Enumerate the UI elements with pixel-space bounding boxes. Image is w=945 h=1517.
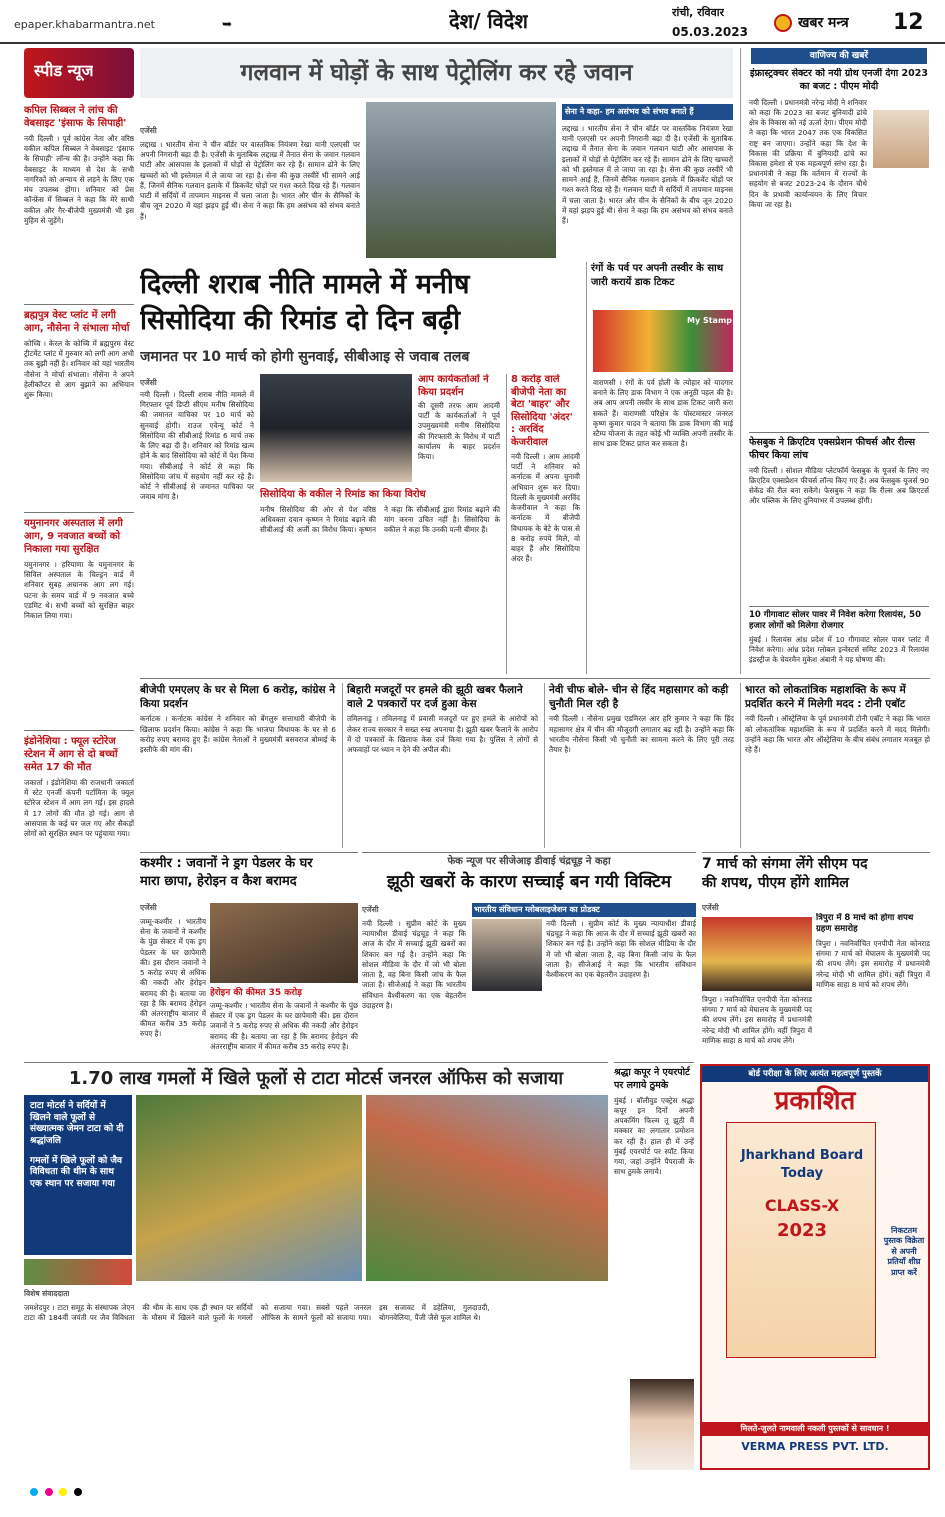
- color-mark-icon: [30, 1488, 38, 1496]
- section-title: देश/ विदेश: [449, 9, 529, 33]
- modi-photo: [873, 110, 929, 168]
- tata-bullet-2: गमलों में खिले फूलों को जैव विविधता की थीम के साथ एक स्थान पर सजाया गया: [30, 1155, 123, 1190]
- fake-news-caption: भारतीय संविधान ग्लोबलाइजेशन का प्रोडक्ट: [472, 903, 696, 917]
- galwan-caption: सेना ने कहा- हम असंभव को संभव बनाते हैं: [562, 104, 733, 120]
- row3-story-2-title: बिहारी मजदूरों पर हमले की झूठी खबर फैलाने वाले 2 पत्रकारों पर दर्ज हुआ केस: [347, 684, 523, 711]
- ad-footer: मिलते-जुलते नामवाली नकली पुस्तकों से सावधान !: [702, 1422, 928, 1436]
- brand-logo-icon: [774, 14, 792, 32]
- speed-news-label: स्पीड न्यूज: [34, 61, 94, 80]
- commerce-item-3-title: 10 गीगावाट सोलर पावर में निवेश करेगा रिलायंस, 50 हजार लोगों को मिलेगा रोजगार: [749, 610, 921, 632]
- sisodia-sidebar-title: आप कार्यकर्ताओं ने किया प्रदर्शन: [418, 374, 489, 398]
- tata-story[interactable]: [24, 1062, 608, 1470]
- fake-news-body: नयी दिल्ली । सुप्रीम कोर्ट के मुख्य न्यायाधीश डीवाई चंद्रचूड़ ने कहा कि आज के दौर में सच्चाई झूठी खबरों का शिकार बन गई है। उन्होंने कहा कि सोशल मीडिया के दौर में जो भी बोला जाता है, वह बिना किसी जांच के फैल जाता है। सीजेआई ने कहा कि भारतीय संविधान वैश्वीकरण का एक बेहतरीन उदाहरण है।: [362, 919, 466, 1010]
- commerce-label: वाणिज्य की खबरें: [751, 48, 927, 64]
- speed-item-4-title: इंडोनेशिया : फ्यूल स्टोरेज स्टेशन में आग से दो बच्चों समेत 17 की मौत: [24, 736, 118, 773]
- brand-name: खबर मन्त्र: [798, 15, 849, 31]
- kashmir-byline: एजेंसी: [140, 903, 157, 912]
- ad-brand: प्रकाशित: [774, 1086, 856, 1116]
- fake-news-byline: एजेंसी: [362, 905, 379, 914]
- kejriwal-title: 8 करोड़ वाले बीजेपी नेता का बेटा 'बाहर' और सिसोदिया 'अंदर' : अरविंद केजरीवाल: [511, 374, 573, 448]
- holi-stamp-title: रंगों के पर्व पर अपनी तस्वीर के साथ जारी करायें डाक टिकट: [591, 263, 724, 288]
- kashmir-headline-1: कश्मीर : जवानों ने ड्रग पेडलर के घर: [140, 856, 313, 871]
- commerce-item-3[interactable]: [749, 606, 929, 674]
- row3-story-1-title: बीजेपी एमएलए के घर से मिला 6 करोड़, कांग्रेस ने किया प्रदर्शन: [140, 684, 336, 711]
- sisodia-lawyer-body: मनीष सिसोदिया की ओर से पेश वरिष्ठ अधिवक्ता दयान कृष्णन ने रिमांड बढ़ाने की सीबीआई की अर्जी का विरोध किया। कृष्णन ने कहा कि सीबीआई द्वारा रिमांड बढ़ाने की मांग करना उचित नहीं है। सिसोदिया के वकील ने कहा कि उनकी पत्नी बीमार हैं।: [260, 504, 500, 534]
- sisodia-story[interactable]: [140, 266, 580, 674]
- color-mark-icon: [45, 1488, 53, 1496]
- masthead: [0, 0, 945, 44]
- commerce-item-3-body: मुंबई । रिलायंस आंध्र प्रदेश में 10 गीगावाट सोलर पावर प्लांट में निवेश करेगा। आंध्र प्रदेश ग्लोबल इन्वेस्टर्स समिट 2023 में रिलायंस इंडस्ट्रीज के चेयरमैन मुकेश अंबानी ने यह घोषणा की।: [749, 634, 929, 665]
- sangma-photo: [702, 917, 812, 991]
- sangma-headline-1: 7 मार्च को संगमा लेंगे सीएम पद: [702, 856, 868, 872]
- holi-stamp-body: वाराणसी । रंगों के पर्व होली के त्योहार को यादगार बनाने के लिए डाक विभाग ने एक अनूठी पहल की है। अब आप अपनी तस्वीर के साथ डाक टिकट जारी करा सकते हैं। वाराणसी परिक्षेत्र के पोस्टमास्टर जनरल कृष्ण कुमार यादव ने बताया कि डाक विभाग की माई स्टैम्प योजना के तहत कोई भी व्यक्ति अपनी तस्वीर के साथ डाक टिकट प्राप्त कर सकता है।: [593, 378, 733, 449]
- kashmir-body-cont: जम्मू-कश्मीर । भारतीय सेना के जवानों ने कश्मीर के पुंछ सेक्टर में एक ड्रग पेडलर के घर छापेमारी की। इस दौरान जवानों ने 5 करोड़ रुपए से अधिक की नकदी और हेरोइन बरामद की है। बताया जा रहा है कि बरामद हेरोइन की अंतरराष्ट्रीय बाजार में कीमत करीब 35 करोड़ रुपए है।: [210, 1001, 358, 1051]
- sangma-headline-2: की शपथ, पीएम होंगे शामिल: [702, 874, 849, 891]
- shraddha-photo: [630, 1379, 694, 1470]
- galwan-headline: गलवान में घोड़ों के साथ पेट्रोलिंग कर रहे जवान: [140, 48, 733, 98]
- tata-photo-1: [136, 1095, 362, 1281]
- speed-item-2[interactable]: [24, 304, 134, 504]
- row3-story-2-body: तमिलनाडु । तमिलनाडु में प्रवासी मजदूरों पर हुए हमले के आरोपों को लेकर राज्य सरकार ने सख्त रुख अपनाया है। झूठी खबर फैलाने के आरोप में दो पत्रकारों के खिलाफ केस दर्ज किया गया है। पुलिस ने लोगों से अफवाहों पर ध्यान न देने की अपील की।: [347, 714, 538, 754]
- kashmir-body: जम्मू-कश्मीर । भारतीय सेना के जवानों ने कश्मीर के पुंछ सेक्टर में एक ड्रग पेडलर के घर छापेमारी की। इस दौरान जवानों ने 5 करोड़ रुपए से अधिक की नकदी और हेरोइन बरामद की है। बताया जा रहा है कि बरामद हेरोइन की अंतरराष्ट्रीय बाजार में कीमत करीब 35 करोड़ रुपए है।: [140, 917, 206, 1039]
- fake-news-kicker: फेक न्यूज पर सीजेआइ डीवाई चंद्रचूड़ ने कहा: [447, 856, 611, 867]
- holi-stamp-photo: [593, 310, 733, 372]
- shraddha-story[interactable]: [614, 1062, 694, 1470]
- sisodia-byline: एजेंसी: [140, 378, 157, 387]
- kashmir-photo: [210, 903, 358, 983]
- sisodia-lawyer: [260, 488, 500, 674]
- sisodia-sidebar: [418, 374, 500, 482]
- ad-book-class: CLASS-X: [764, 1196, 840, 1215]
- holi-stamp-story[interactable]: [586, 262, 734, 674]
- commerce-column: [740, 48, 930, 674]
- kashmir-caption: हेरोइन की कीमत 35 करोड़: [210, 988, 303, 998]
- color-mark-icon: [74, 1488, 82, 1496]
- commerce-item-1[interactable]: [749, 68, 929, 424]
- speed-item-1-title: कपिल सिब्बल ने लांच की वेबसाइट 'इंसाफ के सिपाही': [24, 105, 127, 129]
- row3-story-4[interactable]: [740, 683, 930, 848]
- commerce-item-2-title: फेसबुक ने क्रिएटिव एक्सप्रेशन फीचर्स और रील्स फीचर किया लांच: [749, 437, 916, 461]
- kejriwal-body: नयी दिल्ली । आम आदमी पार्टी ने शनिवार को कर्नाटक में अपना चुनावी अभियान शुरू कर दिया। दिल्ली के मुख्यमंत्री अरविंद केजरीवाल ने कहा कि कर्नाटक में बीजेपी विधायक के बेटे के पास से 8 करोड़ रुपये मिले, वो बाहर हैं और सिसोदिया अंदर हैं।: [511, 452, 580, 564]
- row3-story-1[interactable]: [140, 683, 336, 848]
- tata-body: जमशेदपुर । टाटा समूह के संस्थापक जेएन टाटा की 184वीं जयंती पर जैव विविधता की थीम के साथ एक ही स्थान पर सर्दियों के मौसम में खिलने वाले फूलों के गमलों को सजाया गया। सबसे पहले जनरल ऑफिस के सामने फूलों को सजाया गया। इस सजावट में डहेलिया, गुलदाउदी, बोगनवेलिया, पैंजी जैसे फूल शामिल थे।: [24, 1303, 490, 1323]
- site-url[interactable]: epaper.khabarmantra.net: [14, 18, 155, 31]
- ad-right-text: निकटतम पुस्तक विक्रेता से अपनी प्रतियाँ शीघ्र प्राप्त करें: [883, 1226, 925, 1277]
- ad-book-title: Jharkhand Board Today: [740, 1148, 864, 1181]
- speed-item-3[interactable]: [24, 512, 134, 722]
- row3-story-3-title: नेवी चीफ बोले- चीन से हिंद महासागर को कड़ी चुनौती मिल रही है: [549, 684, 729, 711]
- ad-top: बोर्ड परीक्षा के लिए अत्यंत महत्वपूर्ण पुस्तकें: [702, 1066, 928, 1082]
- commerce-item-1-title: इंफ्रास्ट्रक्चर सेक्टर को नयी ग्रोथ एनर्जी देगा 2023 का बजट : पीएम मोदी: [750, 68, 928, 92]
- kejriwal-box[interactable]: [506, 374, 580, 674]
- kashmir-story[interactable]: [140, 852, 358, 1058]
- book-advertisement[interactable]: [700, 1064, 930, 1470]
- galwan-byline: एजेंसी: [140, 126, 157, 135]
- sisodia-subhead: जमानत पर 10 मार्च को होगी सुनवाई, सीबीआइ से जवाब तलब: [140, 349, 470, 365]
- row3-story-4-title: भारत को लोकतांत्रिक महाशक्ति के रूप में प्रदर्शित करने में मिलेगी मदद : टोनी एबॉट: [745, 684, 906, 711]
- row3-story-1-body: कर्नाटक । कर्नाटक कांग्रेस ने शनिवार को बेंगलुरु सत्ताधारी बीजेपी के खिलाफ प्रदर्शन किया। कांग्रेस ने कहा कि भाजपा विधायक के घर से 6 करोड़ रुपए बरामद हुए हैं। कांग्रेस नेताओं ने मुख्यमंत्री बसवराज बोम्मई के इस्तीफे की मांग की।: [140, 714, 336, 754]
- tata-bullet-1: टाटा मोटर्स ने सर्दियों में खिलने वाले फूलों से संख्यात्मक जेमन टाटा को दी श्रद्धांजलि: [30, 1101, 124, 1147]
- sangma-body: त्रिपुरा । नवनिर्वाचित एनपीपी नेता कोनराड संगमा 7 मार्च को मेघालय के मुख्यमंत्री पद की शपथ लेंगे। इस समारोह में प्रधानमंत्री नरेन्द्र मोदी भी शामिल होंगे। वहीं त्रिपुरा में माणिक साहा 8 मार्च को शपथ लेंगे।: [816, 939, 930, 989]
- cji-photo: [472, 919, 542, 991]
- commerce-item-2-body: नयी दिल्ली । सोशल मीडिया प्लेटफॉर्म फेसबुक के यूजर्स के लिए नए क्रिएटिव एक्सप्रेशन फीचर्स लॉन्च किए गए हैं। अब फेसबुक यूजर्स 90 सेकेंड की रील बना सकेंगे। फेसबुक ने कहा कि रील्स अब क्रिएटर्स और पब्लिक के लिए दुनियाभर में उपलब्ध होंगी।: [749, 465, 929, 506]
- speed-news-column: [24, 48, 134, 1060]
- cursor-icon: ➥: [222, 17, 233, 31]
- commerce-item-2[interactable]: [749, 432, 929, 600]
- place-day: रांची, रविवार: [672, 6, 725, 19]
- sisodia-sidebar-body: की दूसरी तरफ आम आदमी पार्टी के कार्यकर्ताओं ने पूर्व उपमुख्यमंत्री मनीष सिसोदिया की गिरफ्तारी के विरोध में पार्टी कार्यालय के बाहर प्रदर्शन किया।: [418, 401, 500, 462]
- galwan-body-cont: लद्दाख । भारतीय सेना ने चीन बॉर्डर पर वास्तविक नियंत्रण रेखा यानी एलएसी पर अपनी निगरानी बढ़ा दी है। एजेंसी के मुताबिक लद्दाख में तैनात सेना के जवान गलवान घाटी और आसपास के इलाकों में घोड़ों से पेट्रोलिंग कर रहे हैं। सामान ढोने के लिए खच्चरों को भी इस्तेमाल में ले जाया जा रहा है। सेना की कुछ तस्वीरें भी सामने आई हैं, जिनमें सैनिक गलवान इलाके में फ्रिकवेंट घोड़ों पर गश्त करते दिख रहे हैं। गलवान घाटी में सर्दियों में तापमान माइनस में चला जाता है। भारत और चीन के सैनिकों के बीच जून 2020 में यहां झड़प हुई थी। सेना ने कहा कि हम असंभव को संभव बनाते हैं।: [562, 124, 733, 225]
- color-mark-icon: [59, 1488, 67, 1496]
- row3-stories: [140, 678, 930, 848]
- sisodia-headline-2: सिसोदिया की रिमांड दो दिन बढ़ी: [140, 305, 461, 336]
- holi-stamp-label: My Stamp: [687, 316, 733, 325]
- page-number: 12: [893, 10, 924, 35]
- speed-item-4[interactable]: [24, 730, 134, 1060]
- ad-book-year: 2023: [776, 1220, 828, 1241]
- issue-date: 05.03.2023: [672, 25, 748, 39]
- speed-item-1-body: नयी दिल्ली । पूर्व कांग्रेस नेता और वरिष्ठ वकील कपिल सिब्बल ने वेबसाइट 'इंसाफ के सिपाही' लॉन्च की है। उन्होंने कहा कि वेबसाइट के माध्यम से देश के सभी नागरिकों को अन्याय से लड़ने के लिए एक मंच उपलब्ध होगा। शनिवार को प्रेस कॉन्फ्रेंस में सिब्बल ने कहा कि मेरे साथी वकील और गैर-बीजेपी मुख्यमंत्री भी इस मुहिम से जुड़ेंगे।: [24, 134, 134, 225]
- speed-item-2-body: कोच्चि । केरल के कोच्चि में ब्रह्मपुरम वेस्ट ट्रीटमेंट प्लांट में गुरुवार को लगी आग अभी तक बुझी नहीं है। शनिवार को यहां भारतीय नौसेना ने मोर्चा संभाला। नौसेना ने अपने हेलीकॉप्टर से आग बुझाने का अभियान शुरू किया।: [24, 339, 134, 400]
- commerce-item-1-body: नयी दिल्ली । प्रधानमंत्री नरेन्द्र मोदी ने शनिवार को कहा कि 2023 का बजट बुनियादी ढांचे क्षेत्र के विकास को नई ऊर्जा देगा। पीएम मोदी ने कहा कि भारत 2047 तक एक विकसित राष्ट्र बन जाएगा। उन्होंने कहा कि देश के विकास की प्रक्रिया में बुनियादी ढांचे का विकास हमेशा से एक महत्वपूर्ण स्तंभ रहा है। प्रधानमंत्री ने कहा कि वर्तमान में राज्यों के सहयोग से बजट 2023-24 के दौरान चौथे दिन के प्रभावी कार्यान्वयन के लिए विचार किया जा रहा है।: [749, 97, 867, 209]
- sangma-story[interactable]: [702, 852, 930, 1058]
- tata-bullets: [24, 1095, 132, 1255]
- galwan-photo: [366, 102, 556, 258]
- sisodia-headline-1: दिल्ली शराब नीति मामले में मनीष: [140, 269, 470, 300]
- galwan-body: लद्दाख । भारतीय सेना ने चीन बॉर्डर पर वास्तविक नियंत्रण रेखा यानी एलएसी पर अपनी निगरानी बढ़ा दी है। एजेंसी के मुताबिक लद्दाख में तैनात सेना के जवान गलवान घाटी और आसपास के इलाकों में घोड़ों से पेट्रोलिंग कर रहे हैं। सामान ढोने के लिए खच्चरों को भी इस्तेमाल में ले जाया जा रहा है। सेना की कुछ तस्वीरें भी सामने आई हैं, जिनमें सैनिक गलवान इलाके में फ्रिकवेंट घोड़ों पर गश्त करते दिख रहे हैं। गलवान घाटी में सर्दियों में तापमान माइनस में चला जाता है। भारत और चीन के सैनिकों के बीच जून 2020 में यहां झड़प हुई थी। सेना ने कहा कि हम असंभव को संभव बनाते हैं।: [140, 140, 360, 221]
- tata-headline: 1.70 लाख गमलों में खिले फूलों से टाटा मोटर्स जनरल ऑफिस को सजाया: [68, 1068, 564, 1089]
- tata-byline: विशेष संवाददाता: [24, 1289, 70, 1298]
- print-color-marks: [30, 1488, 920, 1502]
- galwan-story[interactable]: [140, 48, 733, 258]
- sangma-sub: त्रिपुरा में 8 मार्च को होगा शपथ ग्रहण समारोह: [816, 913, 914, 935]
- speed-item-4-body: जकार्ता । इंडोनेशिया की राजधानी जकार्ता में स्टेट एनर्जी कंपनी पर्टामिना के फ्यूल स्टोरेज स्टेशन में आग लग गई। इस हादसे में 17 लोगों की मौत हो गई। आग से आसपास के कई घर जल गए और सैकड़ों लोगों को सुरक्षित स्थान पर पहुंचाया गया।: [24, 778, 134, 839]
- sangma-byline: एजेंसी: [702, 903, 719, 912]
- shraddha-body: मुंबई । बॉलीवुड एक्ट्रेस श्रद्धा कपूर इन दिनों अपनी अपकमिंग फिल्म तू झूठी मैं मक्कार का लगातार प्रमोशन कर रही हैं। हाल ही में उन्हें मुंबई एयरपोर्ट पर स्पॉट किया गया, जहां उन्होंने पैपराजी के साथ ठुमके लगाये।: [614, 1095, 694, 1177]
- ad-book-cover: [726, 1122, 876, 1358]
- sisodia-body: नयी दिल्ली । दिल्ली शराब नीति मामले में गिरफ्तार पूर्व डिप्टी सीएम मनीष सिसोदिया की जमानत याचिका पर 10 मार्च को सुनवाई होगी। राउज एवेन्यू कोर्ट ने सिसोदिया की सीबीआई रिमांड 6 मार्च तक के लिए बढ़ा दी है। शनिवार को रिमांड खत्म होने के बाद सिसोदिया को कोर्ट में पेश किया गया। सीबीआई ने कोर्ट से कहा कि सिसोदिया जांच में सहयोग नहीं कर रहे हैं। कोर्ट ने सीबीआई से जमानत याचिका पर जवाब मांगा है।: [140, 390, 254, 502]
- tata-photo-2: [366, 1095, 608, 1281]
- fake-news-headline: झूठी खबरों के कारण सच्चाई बन गयी विक्टिम: [387, 871, 671, 892]
- speed-news-logo: [24, 48, 134, 98]
- speed-item-1[interactable]: [24, 104, 134, 294]
- speed-item-2-title: ब्रह्मपुत्र वेस्ट प्लांट में लगी आग, नौसेना ने संभाला मोर्चा: [24, 310, 130, 334]
- sangma-body-cont: त्रिपुरा । नवनिर्वाचित एनपीपी नेता कोनराड संगमा 7 मार्च को मेघालय के मुख्यमंत्री पद की शपथ लेंगे। इस समारोह में प्रधानमंत्री नरेन्द्र मोदी भी शामिल होंगे। वहीं त्रिपुरा में माणिक साहा 8 मार्च को शपथ लेंगे।: [702, 995, 812, 1045]
- fake-news-body-cont: नयी दिल्ली । सुप्रीम कोर्ट के मुख्य न्यायाधीश डीवाई चंद्रचूड़ ने कहा कि आज के दौर में सच्चाई झूठी खबरों का शिकार बन गई है। उन्होंने कहा कि सोशल मीडिया के दौर में जो भी बोला जाता है, वह बिना किसी जांच के फैल जाता है। सीजेआई ने कहा कि भारतीय संविधान वैश्वीकरण का एक बेहतरीन उदाहरण है।: [546, 919, 696, 980]
- fake-news-story[interactable]: [362, 852, 696, 1058]
- tata-photo-3: [24, 1259, 132, 1285]
- ad-company: VERMA PRESS PVT. LTD.: [741, 1440, 889, 1453]
- sisodia-photo: [260, 374, 412, 482]
- speed-item-3-title: यमुनानगर अस्पताल में लगी आग, 9 नवजात बच्चों को निकाला गया सुरक्षित: [24, 518, 123, 555]
- sisodia-lawyer-title: सिसोदिया के वकील ने रिमांड का किया विरोध: [260, 489, 426, 500]
- row3-story-4-body: नयी दिल्ली । ऑस्ट्रेलिया के पूर्व प्रधानमंत्री टोनी एबॉट ने कहा कि भारत को लोकतांत्रिक महाशक्ति के रूप में प्रदर्शित करने में मदद मिलेगी। उन्होंने कहा कि भारत और ऑस्ट्रेलिया के बीच संबंध लगातार मजबूत हो रहे हैं।: [745, 714, 930, 754]
- speed-item-3-body: यमुनानगर । हरियाणा के यमुनानगर के सिविल अस्पताल के चिल्ड्रन वार्ड में शनिवार सुबह अचानक आग लग गई। घटना के समय वार्ड में 9 नवजात बच्चे एडमिट थे। सभी बच्चों को सुरक्षित बाहर निकाल लिया गया।: [24, 560, 134, 621]
- kashmir-headline-2: मारा छापा, हेरोइन व कैश बरामद: [140, 873, 297, 889]
- row3-story-3-body: नयी दिल्ली । नौसेना प्रमुख एडमिरल आर हरि कुमार ने कहा कि हिंद महासागर क्षेत्र में चीन की मौजूदगी लगातार बढ़ रही है। उन्होंने कहा कि भारतीय नौसेना किसी भी चुनौती का सामना करने के लिए पूरी तरह तैयार है।: [549, 714, 734, 754]
- shraddha-title: श्रद्धा कपूर ने एयरपोर्ट पर लगाये ठुमके: [614, 1067, 690, 1091]
- row3-story-2[interactable]: [342, 683, 538, 848]
- row3-story-3[interactable]: [544, 683, 734, 848]
